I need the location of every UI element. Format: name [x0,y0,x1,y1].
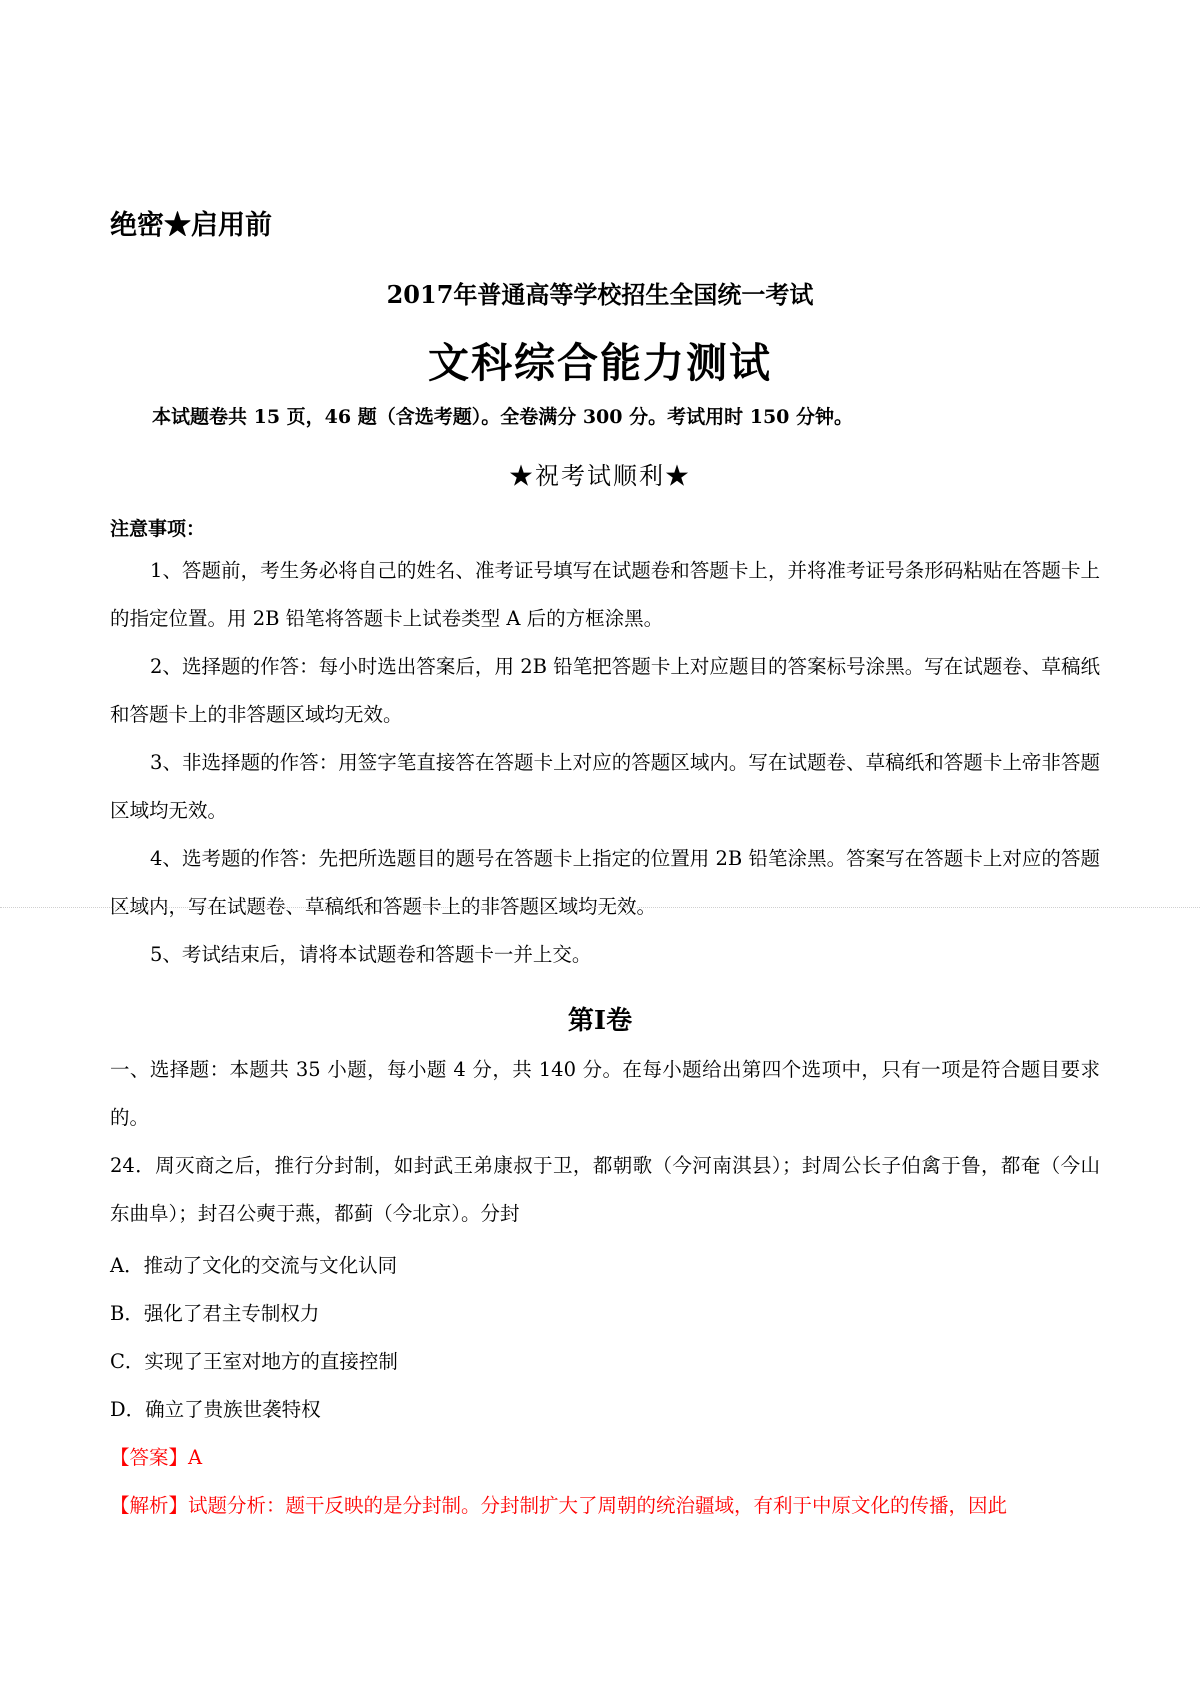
page-divider [0,907,1200,908]
analysis-line: 【解析】试题分析：题干反映的是分封制。分封制扩大了周朝的统治疆域，有利于中原文化的传播，因此 [110,1494,1008,1517]
notice-item-1: 1、答题前，考生务必将自己的姓名、准考证号填写在试题卷和答题卡上，并将准考证号条形码粘贴在答题卡上的指定位置。用 2B 铅笔将答题卡上试卷类型 A 后的方框涂黑。 [110,559,1100,630]
notice-item-5: 5、考试结束后，请将本试题卷和答题卡一并上交。 [150,943,592,966]
main-title: 文科综合能力测试 [428,339,772,387]
option-d: D．确立了贵族世袭特权 [110,1398,321,1421]
secret-mark: 绝密★启用前 [110,210,272,241]
part-title: 第Ⅰ卷 [567,1006,633,1036]
good-luck-line: ★祝考试顺利★ [509,462,691,490]
exam-info: 本试题卷共 15 页，46 题（含选考题）。全卷满分 300 分。考试用时 150 分钟。 [152,406,854,428]
exam-title: 2017年普通高等学校招生全国统一考试 [386,280,814,309]
notice-item-3: 3、非选择题的作答：用签字笔直接答在答题卡上对应的答题区域内。写在试题卷、草稿纸和答题卡上帝非答题区域均无效。 [110,751,1100,822]
question-stem: 24．周灭商之后，推行分封制，如封武王弟康叔于卫，都朝歌（今河南淇县）；封周公长子伯禽于鲁，都奄（今山东曲阜）；封召公奭于燕，都蓟（今北京）。分封 [110,1154,1100,1225]
notice-heading: 注意事项： [110,518,206,540]
option-c: C．实现了王室对地方的直接控制 [110,1350,398,1373]
option-b: B．强化了君主专制权力 [110,1302,320,1325]
option-a: A．推动了文化的交流与文化认同 [110,1254,398,1277]
notice-item-2: 2、选择题的作答：每小时选出答案后，用 2B 铅笔把答题卡上对应题目的答案标号涂黑。写在试题卷、草稿纸和答题卡上的非答题区域均无效。 [110,655,1100,726]
section-intro: 一、选择题：本题共 35 小题，每小题 4 分，共 140 分。在每小题给出第四个选项中，只有一项是符合题目要求的。 [110,1058,1100,1129]
notice-item-4: 4、选考题的作答：先把所选题目的题号在答题卡上指定的位置用 2B 铅笔涂黑。答案写在答题卡上对应的答题区域内，写在试题卷、草稿纸和答题卡上的非答题区域均无效。 [110,847,1100,918]
answer-line: 【答案】A [110,1446,203,1469]
